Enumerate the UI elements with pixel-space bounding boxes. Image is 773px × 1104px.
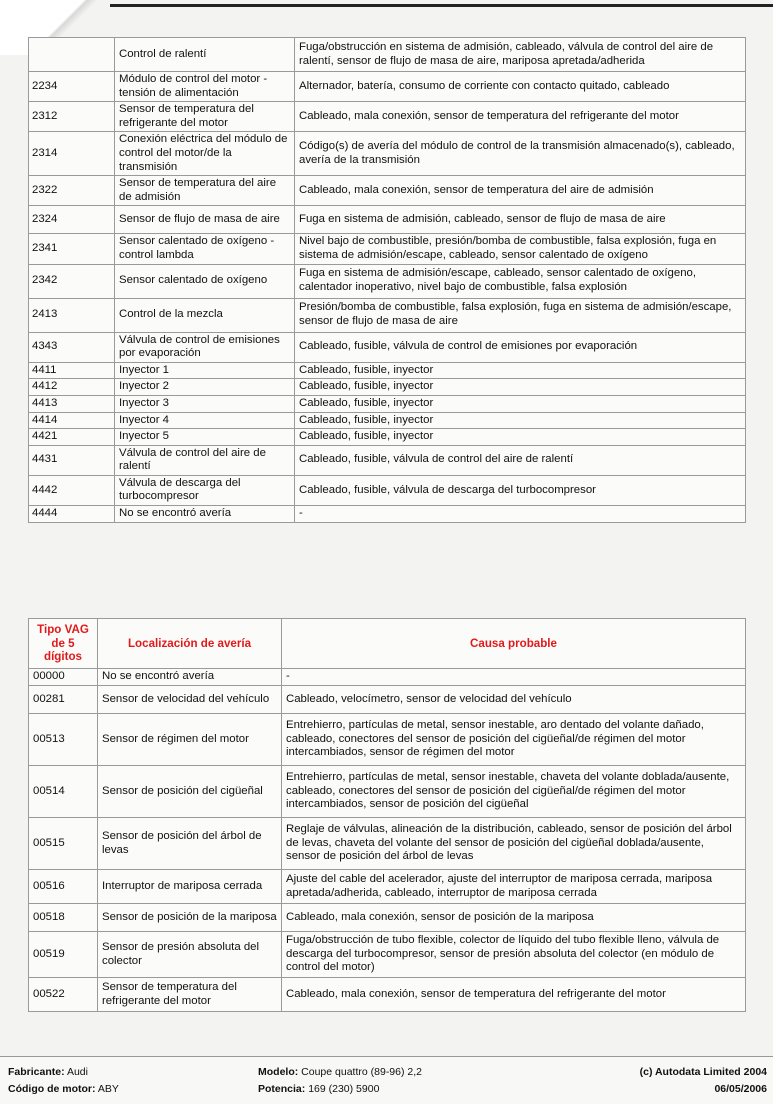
cell-location: Control de ralentí [115,38,295,72]
table-row [29,445,746,475]
footer-power: Potencia: 169 (230) 5900 [258,1083,380,1095]
cell-code: 4411 [29,362,115,379]
table-row [29,234,746,264]
cell-location: Sensor de temperatura del refrigerante del motor [98,978,282,1012]
table-row [29,904,746,932]
cell-cause: - [282,669,746,686]
cell-code: 00000 [29,669,98,686]
table-row [29,766,746,818]
cell-code: 00515 [29,818,98,870]
cell-cause: Entrehierro, partículas de metal, sensor inestable, aro dentado del volante dañado, cableado, conectores del sensor de posición del cigüeñal/de régimen del motor intercambiados, sensor de régimen del motor [282,714,746,766]
cell-cause: Presión/bomba de combustible, falsa explosión, fuga en sistema de admisión/escape, sensor de flujo de masa de aire [295,298,746,332]
cell-location: Inyector 4 [115,412,295,429]
cell-cause: Cableado, fusible, inyector [295,379,746,396]
table-row [29,132,746,176]
table-row [29,332,746,362]
cell-code: 2413 [29,298,115,332]
cell-cause: - [295,506,746,523]
footer-copyright: (c) Autodata Limited 2004 [639,1066,767,1078]
header-cause: Causa probable [282,619,746,669]
table-row [29,102,746,132]
fault-code-table-4-digit [28,37,746,523]
cell-location: Válvula de control del aire de ralentí [115,445,295,475]
table-row [29,298,746,332]
table-row [29,669,746,686]
cell-code: 00519 [29,932,98,978]
cell-location: Sensor de régimen del motor [98,714,282,766]
table-row [29,475,746,505]
cell-location: Sensor de temperatura del refrigerante del motor [115,102,295,132]
cell-location: Inyector 2 [115,379,295,396]
table-row [29,818,746,870]
cell-cause: Cableado, fusible, inyector [295,429,746,446]
footer-engine-code: Código de motor: ABY [8,1083,119,1095]
cell-code: 2341 [29,234,115,264]
table-row [29,714,746,766]
cell-code: 4442 [29,475,115,505]
page-footer [0,1057,773,1104]
cell-cause: Cableado, fusible, inyector [295,362,746,379]
cell-code: 2314 [29,132,115,176]
table-row [29,264,746,298]
cell-location: Interruptor de mariposa cerrada [98,870,282,904]
cell-code: 00522 [29,978,98,1012]
cell-cause: Cableado, mala conexión, sensor de temperatura del refrigerante del motor [282,978,746,1012]
cell-location: Control de la mezcla [115,298,295,332]
cell-location: Sensor de flujo de masa de aire [115,206,295,234]
cell-location: No se encontró avería [115,506,295,523]
cell-cause: Fuga/obstrucción de tubo flexible, colector de líquido del tubo flexible lleno, válvula de descarga del turbocompresor, sensor de presión absoluta del colector (en módulo de control del motor) [282,932,746,978]
cell-code: 00516 [29,870,98,904]
cell-cause: Alternador, batería, consumo de corriente con contacto quitado, cableado [295,72,746,102]
footer-manufacturer: Fabricante: Audi [8,1066,88,1078]
cell-cause: Reglaje de válvulas, alineación de la distribución, cableado, sensor de posición del árbol de levas, chaveta del volante del sensor de posición del cigüeñal doblada/ausente, sensor de posición del árbol de levas [282,818,746,870]
cell-cause: Código(s) de avería del módulo de control de la transmisión almacenado(s), cableado, avería de la transmisión [295,132,746,176]
header-code: Tipo VAG de 5 dígitos [29,619,98,669]
table-row [29,412,746,429]
cell-location: Sensor calentado de oxígeno - control lambda [115,234,295,264]
cell-cause: Entrehierro, partículas de metal, sensor inestable, chaveta del volante doblada/ausente, cableado, conectores del sensor de posición del cigüeñal/de régimen del motor intercambiados, sensor de posición del cigüeñal [282,766,746,818]
table-row [29,395,746,412]
table-row [29,206,746,234]
fault-code-table-5-digit [28,618,746,1012]
cell-code: 4343 [29,332,115,362]
cell-code: 4414 [29,412,115,429]
cell-cause: Fuga/obstrucción en sistema de admisión, cableado, válvula de control del aire de ralentí, sensor de flujo de masa de aire, mariposa apretada/adherida [295,38,746,72]
cell-code: 4413 [29,395,115,412]
cell-code: 4431 [29,445,115,475]
cell-code: 00514 [29,766,98,818]
cell-location: Sensor de presión absoluta del colector [98,932,282,978]
cell-location: No se encontró avería [98,669,282,686]
table-row [29,38,746,72]
cell-location: Sensor de temperatura del aire de admisión [115,176,295,206]
header-location: Localización de avería [98,619,282,669]
table-row [29,362,746,379]
cell-cause: Nivel bajo de combustible, presión/bomba de combustible, falsa explosión, fuga en sistema de admisión/escape, cableado, sensor calentado de oxígeno [295,234,746,264]
table-row [29,176,746,206]
table-row [29,870,746,904]
footer-date: 06/05/2006 [714,1083,767,1095]
cell-cause: Cableado, fusible, inyector [295,412,746,429]
cell-code: 2322 [29,176,115,206]
table-row [29,506,746,523]
cell-cause: Fuga en sistema de admisión, cableado, sensor de flujo de masa de aire [295,206,746,234]
cell-cause: Fuga en sistema de admisión/escape, cableado, sensor calentado de oxígeno, calentador inoperativo, nivel bajo de combustible, falsa explosión [295,264,746,298]
table-header-row [29,619,746,669]
cell-location: Sensor de velocidad del vehículo [98,686,282,714]
cell-code: 2312 [29,102,115,132]
table-row [29,932,746,978]
cell-code [29,38,115,72]
footer-model: Modelo: Coupe quattro (89-96) 2,2 [258,1066,422,1078]
cell-location: Válvula de control de emisiones por evaporación [115,332,295,362]
table-row [29,379,746,396]
cell-cause: Cableado, velocímetro, sensor de velocidad del vehículo [282,686,746,714]
cell-location: Inyector 1 [115,362,295,379]
cell-code: 4444 [29,506,115,523]
cell-location: Inyector 5 [115,429,295,446]
cell-code: 00518 [29,904,98,932]
table-row [29,72,746,102]
cell-cause: Ajuste del cable del acelerador, ajuste del interruptor de mariposa cerrada, mariposa apretada/adherida, cableado, interruptor de mariposa cerrada [282,870,746,904]
cell-cause: Cableado, mala conexión, sensor de posición de la mariposa [282,904,746,932]
cell-cause: Cableado, mala conexión, sensor de temperatura del aire de admisión [295,176,746,206]
cell-location: Válvula de descarga del turbocompresor [115,475,295,505]
top-border-line [110,4,773,7]
cell-location: Sensor de posición del árbol de levas [98,818,282,870]
cell-code: 2234 [29,72,115,102]
table-row [29,686,746,714]
cell-location: Sensor calentado de oxígeno [115,264,295,298]
cell-cause: Cableado, fusible, válvula de control de emisiones por evaporación [295,332,746,362]
table-row [29,978,746,1012]
cell-code: 2342 [29,264,115,298]
cell-cause: Cableado, fusible, válvula de control del aire de ralentí [295,445,746,475]
cell-location: Inyector 3 [115,395,295,412]
cell-cause: Cableado, mala conexión, sensor de temperatura del refrigerante del motor [295,102,746,132]
cell-location: Conexión eléctrica del módulo de control del motor/de la transmisión [115,132,295,176]
cell-cause: Cableado, fusible, válvula de descarga del turbocompresor [295,475,746,505]
cell-code: 00513 [29,714,98,766]
cell-code: 2324 [29,206,115,234]
cell-location: Sensor de posición del cigüeñal [98,766,282,818]
cell-cause: Cableado, fusible, inyector [295,395,746,412]
cell-code: 4412 [29,379,115,396]
cell-code: 4421 [29,429,115,446]
table-row [29,429,746,446]
cell-location: Sensor de posición de la mariposa [98,904,282,932]
cell-location: Módulo de control del motor - tensión de alimentación [115,72,295,102]
cell-code: 00281 [29,686,98,714]
